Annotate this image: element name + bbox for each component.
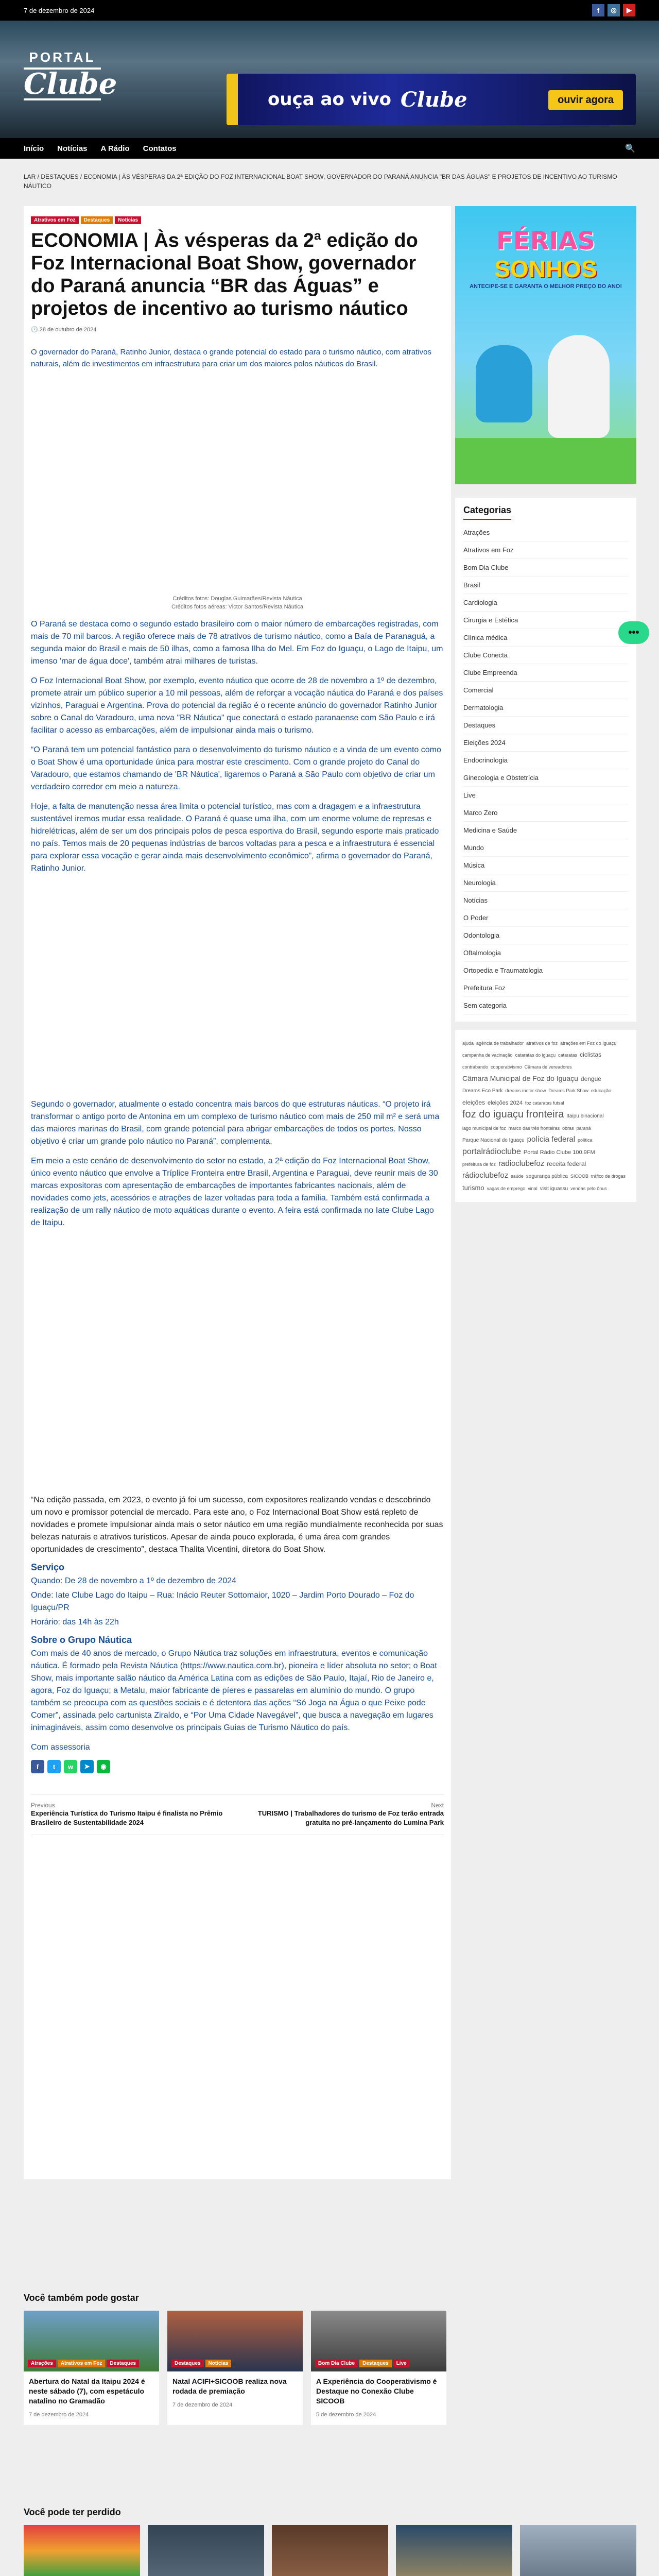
tag-link[interactable]: cataratas [558,1053,578,1058]
missed-card[interactable] [148,2525,264,2576]
categories-widget [455,498,636,1022]
category-item[interactable]: Odontologia [463,927,628,944]
sidebar [455,206,636,1202]
card-tag[interactable]: Bom Dia Clube [315,2360,358,2367]
article-date [31,326,444,333]
search-icon[interactable]: 🔍 [625,144,635,153]
photo-credit-1: Créditos fotos: Douglas Guimarães/Revista Náutica [172,596,302,602]
banner-stripe [227,74,238,125]
missed-card-image[interactable] [272,2525,388,2576]
tag-link[interactable]: tráfico de drogas [591,1174,626,1179]
related-card[interactable] [167,2311,303,2425]
embed-placeholder-1 [31,875,444,1091]
page-title: ECONOMIA | Às vésperas da 2ª edição do Foz Internacional Boat Show, governador do Paraná anuncia “BR das Águas” e projetos de incentivo ao turismo náutico [31,230,418,319]
current-date: 7 de dezembro de 2024 [24,6,95,14]
tag-link[interactable]: rádioclubefoz [462,1171,509,1180]
missed-card-image[interactable] [24,2525,140,2576]
card-tag[interactable]: Atrações [28,2360,56,2367]
card-tags [28,2360,139,2367]
card-title[interactable]: Natal ACIFI+SICOOB realiza nova rodada de premiação [172,2377,287,2395]
photo-credit-2: Créditos fotos aéreas: Victor Santos/Revista Náutica [171,604,303,610]
tag-link[interactable]: eleições 2024 [488,1100,523,1106]
missed-card-image[interactable] [396,2525,512,2576]
tag-link[interactable]: eleições [462,1099,485,1106]
previous-title: Experiência Turística do Turismo Itaipu é finalista no Prêmio Brasileiro de Sustentabilidade 2024 [31,1809,223,1826]
missed-card-image[interactable] [520,2525,636,2576]
category-item[interactable]: Notícias [463,892,628,909]
social-links [592,4,635,16]
tag-link[interactable]: dengue [580,1075,601,1082]
card-tag[interactable]: Live [393,2360,410,2367]
tag-link[interactable]: ciclistas [580,1051,602,1058]
card-image[interactable] [24,2311,159,2371]
missed-card-image[interactable] [148,2525,264,2576]
ad-line-2: SONHOS [494,256,597,282]
servico-when: Quando: De 28 de novembro a 1º de dezembro de 2024 [31,1577,237,1585]
image-placeholder [31,370,444,591]
listen-now-button[interactable]: ouvir agora [548,90,623,110]
whatsapp-share-icon[interactable]: w [64,1760,77,1773]
ad-line-1: FÉRIAS [496,227,596,256]
card-tags [315,2360,410,2367]
tag-link[interactable]: Itaipu binacional [566,1113,604,1119]
ad-character-2 [548,335,610,438]
category-item[interactable]: Ginecologia e Obstetrícia [463,769,628,787]
paragraph-2: O Foz Internacional Boat Show, por exemplo, evento náutico que ocorre de 28 de novembro a 1º de dezembro, promete atrair um público superior a 10 mil pessoas, além de reforçar a vocação náutica do Paraná e dos países vizinhos, Paraguai e Argentina. Prova do potencial da região é o recente anúncio do governador Ratinho Junior sobre o Canal do Varadouro, uma nova "BR Náutica" que conectará o estado paranaense com São Paulo e irá facilitar o acesso as embarcações, além de impulsionar ainda mais o turismo. [31,676,443,735]
assessoria-text: Com assessoria [31,1743,90,1752]
tag-cloud [455,1030,636,1202]
category-item[interactable]: Endocrinologia [463,752,628,769]
category-item[interactable]: Comercial [463,682,628,699]
nav-inicio[interactable]: Início [24,144,44,153]
category-item[interactable]: Oftalmologia [463,944,628,962]
ad-ground [455,438,636,484]
category-item[interactable]: Clube Conecta [463,647,628,664]
missed-posts [24,2507,636,2576]
tag-noticias[interactable]: Notícias [115,216,141,224]
youtube-icon[interactable]: ▶ [623,4,635,16]
tag-link[interactable]: radioclubefoz [498,1159,545,1168]
tag-link[interactable]: vinal [528,1186,537,1191]
tag-link[interactable]: foz cataratas futsal [525,1100,564,1106]
category-item[interactable]: Brasil [463,577,628,594]
category-item[interactable]: Música [463,857,628,874]
category-item[interactable]: Medicina e Saúde [463,822,628,839]
card-date: 5 de dezembro de 2024 [316,2412,376,2418]
card-date: 7 de dezembro de 2024 [172,2402,233,2408]
related-title: Você também pode gostar [24,2293,139,2303]
wechat-share-icon[interactable]: ◉ [97,1760,110,1773]
category-item[interactable]: Cirurgia e Estética [463,612,628,629]
categories-list [463,524,628,1014]
facebook-share-icon[interactable]: f [31,1760,44,1773]
card-tag[interactable]: Destaques [359,2360,392,2367]
category-item[interactable]: Clínica médica [463,629,628,647]
tag-link[interactable]: agência de trabalhador [476,1041,524,1046]
category-item[interactable]: Sem categoria [463,997,628,1014]
twitter-share-icon[interactable]: t [47,1760,61,1773]
nav-contatos[interactable]: Contatos [143,144,177,153]
related-card[interactable] [311,2311,446,2425]
share-buttons [31,1760,444,1773]
category-item[interactable]: Cardiologia [463,594,628,612]
tag-link[interactable]: atrativos de foz [526,1041,558,1046]
article-tags [31,216,444,224]
paragraph-6: Em meio a este cenário de desenvolvimento do setor no estado, a 2ª edição do Foz Internacional Boat Show, único evento náutico que envolve a Tríplice Fronteira entre Brasil, Argentina e Paraguai, deve reunir mais de 30 marcas expositoras com apresentação de embarcações de importantes fabricantes nacionais, além de novidades como jets, acessórios e atrações de lazer voltadas para toda a família. Também está confirmada a realização de um rally náutico de moto aquáticas durante o evento. A feira está confirmada no Iate Clube Lago de Itaipu. [31,1157,438,1227]
ad-character-1 [476,345,532,422]
card-tag[interactable]: Notícias [205,2360,232,2367]
card-tags [171,2360,231,2367]
tag-link[interactable]: Parque Nacional do Iguaçu [462,1138,525,1143]
card-image[interactable] [167,2311,303,2371]
card-tag[interactable]: Atrativos em Foz [58,2360,106,2367]
logo-portal-text: PORTAL [29,49,96,65]
site-header [0,21,659,138]
article [24,206,451,2179]
category-item[interactable]: Bom Dia Clube [463,559,628,577]
paragraph-3: “O Paraná tem um potencial fantástico para o desenvolvimento do turismo náutico e a vinda de um evento como o Boat Show é uma oportunidade única para mostrar este crescimento. Com o grande projeto do Canal do Varadouro, que estamos chamando de 'BR Náutica', ligaremos o Paraná a São Paulo com objetivo de criar um verdadeiro corredor em meio a natureza. [31,745,441,791]
category-item[interactable]: Marco Zero [463,804,628,822]
category-item[interactable]: Live [463,787,628,804]
missed-title: Você pode ter perdido [24,2507,121,2517]
tag-link[interactable]: Câmara de vereadores [524,1064,572,1070]
top-bar [0,0,659,21]
category-item[interactable]: Clube Empreenda [463,664,628,682]
category-item[interactable]: Atrativos em Foz [463,541,628,559]
post-navigation [31,1794,444,1835]
missed-card[interactable] [24,2525,140,2576]
tag-destaques[interactable]: Destaques [81,216,113,224]
missed-card[interactable] [272,2525,388,2576]
tag-link[interactable]: vendas pelo ônus [570,1186,607,1191]
category-item[interactable]: Atrações [463,524,628,541]
tag-link[interactable]: visit iguassu [540,1186,568,1192]
nav-noticias[interactable]: Notícias [57,144,88,153]
tag-link[interactable]: SICOOB [570,1174,588,1179]
paragraph-7: “Na edição passada, em 2023, o evento já foi um sucesso, com expositores realizando vendas e descobrindo um novo e promissor potencial de mercado. Para este ano, o Foz Internacional Boat Show está repleto de novidades e promete impulsionar ainda mais o setor náutico em uma região mundialmente reconhecida por suas belezas naturais e atrativos turísticos. Apesar de ainda pouco explorada, é uma área com grandes oportunidades de crescimento”, destaca Thalita Vicentini, diretora do Boat Show. [31,1496,443,1554]
card-title[interactable]: A Experiência do Cooperativismo é Destaque no Conexão Clube SICOOB [316,2377,437,2405]
tag-link[interactable]: dreams motor show [505,1088,546,1093]
tag-atrativos[interactable]: Atrativos em Foz [31,216,79,224]
nav-a-radio[interactable]: A Rádio [100,144,130,153]
tag-link[interactable]: lago municipal de foz [462,1126,506,1131]
clock-icon: 🕑 [31,327,40,333]
category-item[interactable]: Destaques [463,717,628,734]
paragraph-4: Hoje, a falta de manutenção nessa área limita o potencial turístico, mas com a dragagem e a infraestrutura sustentável iremos mudar essa realidade. O Paraná é quase uma ilha, com um enorme volume de represas e hidrelétricas, além de ser um dos principais polos de pesca esportiva do Brasil, segundo esporte mais praticado no país. Temos mais de 20 pequenas indústrias de barcos voltadas para a pesca e a infraestrutura é essencial para explorar essa vocação e gerar ainda mais desenvolvimento econômico”, afirma o governador do Paraná, Ratinho Junior. [31,802,439,873]
category-item[interactable]: Prefeitura Foz [463,979,628,997]
live-radio-banner[interactable] [227,74,636,125]
tag-link[interactable]: marco das três fronteiras [508,1126,560,1131]
card-image[interactable] [311,2311,446,2371]
tag-link[interactable]: contrabando [462,1064,489,1070]
category-item[interactable]: Neurologia [463,874,628,892]
missed-card[interactable] [520,2525,636,2576]
tag-link[interactable]: obras [562,1126,574,1131]
facebook-icon[interactable]: f [592,4,604,16]
tag-link[interactable]: ajuda [462,1041,474,1046]
tag-link[interactable]: Dreams Eco Park [462,1088,503,1094]
tag-link[interactable]: Câmara Municipal de Foz do Iguaçu [462,1074,578,1082]
sidebar-ad[interactable] [455,206,636,484]
tag-link[interactable]: vagas de emprego [487,1186,526,1191]
tag-link[interactable]: foz do iguaçu [462,1109,524,1120]
tag-link[interactable]: cooperativismo [491,1064,522,1070]
tag-link[interactable]: paraná [576,1126,591,1131]
next-label: Next [431,1802,444,1809]
embed-placeholder-2 [31,1229,444,1487]
tag-link[interactable]: saúde [511,1174,524,1179]
previous-post-link[interactable] [31,1802,227,1827]
servico-hours: Horário: das 14h às 22h [31,1618,119,1626]
category-item[interactable]: Ortopedia e Traumatologia [463,962,628,979]
card-date: 7 de dezembro de 2024 [29,2412,89,2418]
next-post-link[interactable] [248,1802,444,1827]
tag-link[interactable]: segurança pública [526,1174,568,1179]
next-title: TURISMO | Trabalhadores do turismo de Foz terão entrada gratuita no pré-lançamento do Lumina Park [257,1809,444,1826]
tag-link[interactable]: receita federal [547,1160,586,1167]
category-item[interactable]: Dermatologia [463,699,628,717]
telegram-share-icon[interactable]: ➤ [80,1760,94,1773]
card-title[interactable]: Abertura do Natal da Itaipu 2024 é neste sábado (7), com espetáculo natalino no Gramadão [29,2377,145,2405]
paragraph-5: Segundo o governador, atualmente o estado concentra mais barcos do que estruturas náuticas. “O projeto irá transformar o antigo porto de Antonina em um complexo de turismo náutico com mais de 250 mil m² e será uma das maiores marinas do Brasil, com grande potencial para abrigar embarcações de todos os portes. Nosso objetivo é criar um grande polo náutico no Paraná”, complementa. [31,1100,440,1146]
tag-link[interactable]: turismo [462,1184,484,1192]
related-posts [24,2293,451,2425]
previous-label: Previous [31,1802,55,1809]
tag-link[interactable]: fronteira [526,1109,564,1120]
tag-link[interactable]: política [578,1138,593,1143]
tag-link[interactable]: portalrádioclube [462,1147,521,1156]
logo-clube-text: Clube [24,67,117,101]
tag-link[interactable]: educação [591,1088,611,1093]
banner-brand: Clube [400,87,467,112]
ad-line-3: ANTECIPE-SE E GARANTA O MELHOR PREÇO DO ANO! [470,283,622,290]
chat-button[interactable]: ••• [618,621,649,644]
tag-link[interactable]: atrações em Foz do Iguaçu [560,1041,617,1046]
tag-link[interactable]: cataratas do iguaçu [515,1053,556,1058]
missed-cards [24,2525,636,2576]
missed-card[interactable] [396,2525,512,2576]
article-lead: O governador do Paraná, Ratinho Junior, destaca o grande potencial do estado para o turismo náutico, com atrativos naturais, além de investimentos em infraestrutura para criar um dos maiores polos náuticos do Brasil. [31,348,431,368]
main-nav [0,138,659,159]
category-item[interactable]: O Poder [463,909,628,927]
tag-link[interactable]: Portal Rádio Clube 100.9FM [523,1149,595,1156]
breadcrumb: LAR / DESTAQUES / ECONOMIA | ÀS VÉSPERAS DA 2ª EDIÇÃO DO FOZ INTERNACIONAL BOAT SHOW, GOVERNADOR DO PARANÁ ANUNCIA "BR DAS ÁGUAS" E PROJETOS DE INCENTIVO AO TURISMO NÁUTICO [24,173,617,190]
paragraph-1: O Paraná se destaca como o segundo estado brasileiro com o maior número de embarcações registradas, com mais de 70 mil barcos. A região oferece mais de 78 atrativos de turismo náutico, como a Baía de Paranaguá, a segunda maior do Brasil e mais de 50 ilhas, como a famosa Ilha do Mel. Em Foz do Iguaçu, o Lago de Itaipu, um imenso 'mar de água doce', também atrai milhares de turistas. [31,620,443,666]
related-card[interactable] [24,2311,159,2425]
card-tag[interactable]: Destaques [171,2360,204,2367]
related-cards [24,2311,451,2425]
article-date-text: 28 de outubro de 2024 [39,327,97,333]
servico-where: Onde: Iate Clube Lago do Itaipu – Rua: Inácio Reuter Sottomaior, 1020 – Jardim Porto Dourado – Foz do Iguaçu/PR [31,1591,414,1612]
category-item[interactable]: Eleições 2024 [463,734,628,752]
tag-link[interactable]: Dreams Park Show [548,1088,588,1093]
servico-heading: Serviço [31,1562,65,1572]
card-tag[interactable]: Destaques [107,2360,139,2367]
tag-link[interactable]: polícia federal [527,1135,576,1144]
instagram-icon[interactable]: ◎ [608,4,620,16]
categories-title: Categorias [463,505,511,520]
banner-text: ouça ao vivo [268,89,391,110]
site-logo[interactable] [24,49,117,116]
category-item[interactable]: Mundo [463,839,628,857]
tag-link[interactable]: prefeitura de foz [462,1162,496,1167]
sobre-text: Com mais de 40 anos de mercado, o Grupo Náutica traz soluções em infraestrutura, eventos e comunicação náutica. É formado pela Revista Náutica (https://www.nautica.com.br), pioneira e líder absoluta no setor; o Boat Show, mais importante salão náutico da América Latina com as edições de São Paulo, Itajaí, Rio de Janeiro e, agora, Foz do Iguaçu; a Metalu, maior fabricante de píeres e passarelas em alumínio do mundo. O grupo também se preocupa com as questões sociais e é detentora das ações “Só Joga na Água o que Peixe pode Comer”, assinada pelo cartunista Ziraldo, e “Por Uma Cidade Navegável”, que busca a navegação em lugares inimagináveis, assim como desenvolve os principais Guias de Turismo Náutico do país. [31,1649,437,1732]
sobre-heading: Sobre o Grupo Náutica [31,1635,132,1645]
tag-link[interactable]: campanha de vacinação [462,1053,513,1058]
